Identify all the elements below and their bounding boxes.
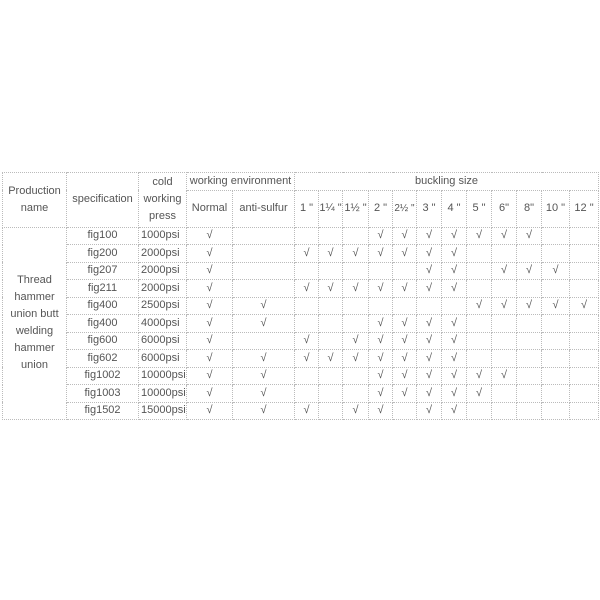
empty-cell (492, 385, 517, 403)
check-mark-cell: √ (417, 262, 442, 280)
empty-cell (467, 315, 492, 333)
empty-cell (492, 245, 517, 263)
check-mark-cell: √ (369, 332, 393, 350)
table-row (3, 245, 599, 263)
check-mark-cell: √ (467, 227, 492, 245)
specification-table (2, 172, 599, 420)
check-mark-cell: √ (187, 402, 233, 420)
empty-cell (319, 332, 343, 350)
empty-cell (542, 350, 570, 368)
empty-cell (369, 297, 393, 315)
empty-cell (570, 385, 599, 403)
empty-cell (517, 245, 542, 263)
press-cell: 2000psi (139, 280, 187, 298)
table-row (3, 402, 599, 420)
press-cell: 2500psi (139, 297, 187, 315)
empty-cell (542, 315, 570, 333)
empty-cell (467, 280, 492, 298)
empty-cell (319, 315, 343, 333)
check-mark-cell: √ (187, 385, 233, 403)
check-mark-cell: √ (492, 262, 517, 280)
check-mark-cell: √ (393, 280, 417, 298)
header-size: 1½ " (343, 190, 369, 227)
empty-cell (295, 227, 319, 245)
empty-cell (393, 402, 417, 420)
header-working-environment: working environment (187, 173, 295, 191)
check-mark-cell: √ (417, 402, 442, 420)
check-mark-cell: √ (393, 227, 417, 245)
empty-cell (517, 385, 542, 403)
empty-cell (442, 297, 467, 315)
check-mark-cell: √ (187, 262, 233, 280)
empty-cell (517, 367, 542, 385)
empty-cell (570, 315, 599, 333)
empty-cell (517, 332, 542, 350)
check-mark-cell: √ (492, 367, 517, 385)
check-mark-cell: √ (319, 245, 343, 263)
press-cell: 10000psi (139, 385, 187, 403)
empty-cell (295, 315, 319, 333)
check-mark-cell: √ (343, 280, 369, 298)
empty-cell (319, 402, 343, 420)
empty-cell (542, 227, 570, 245)
specification-cell: fig100 (67, 227, 139, 245)
empty-cell (517, 402, 542, 420)
check-mark-cell: √ (393, 367, 417, 385)
press-cell: 2000psi (139, 262, 187, 280)
check-mark-cell: √ (369, 280, 393, 298)
header-buckling-size: buckling size (295, 173, 599, 191)
table-row (3, 227, 599, 245)
check-mark-cell: √ (369, 350, 393, 368)
check-mark-cell: √ (492, 297, 517, 315)
empty-cell (517, 315, 542, 333)
empty-cell (343, 367, 369, 385)
empty-cell (467, 402, 492, 420)
empty-cell (393, 262, 417, 280)
check-mark-cell: √ (295, 332, 319, 350)
check-mark-cell: √ (369, 385, 393, 403)
check-mark-cell: √ (233, 297, 295, 315)
check-mark-cell: √ (187, 227, 233, 245)
check-mark-cell: √ (442, 402, 467, 420)
check-mark-cell: √ (369, 315, 393, 333)
empty-cell (295, 297, 319, 315)
check-mark-cell: √ (467, 385, 492, 403)
empty-cell (343, 227, 369, 245)
table-row (3, 315, 599, 333)
check-mark-cell: √ (417, 227, 442, 245)
header-size: 2½ " (393, 190, 417, 227)
press-cell: 1000psi (139, 227, 187, 245)
empty-cell (542, 367, 570, 385)
specification-cell: fig200 (67, 245, 139, 263)
check-mark-cell: √ (295, 402, 319, 420)
check-mark-cell: √ (417, 332, 442, 350)
empty-cell (570, 332, 599, 350)
empty-cell (492, 332, 517, 350)
check-mark-cell: √ (492, 227, 517, 245)
table-row (3, 280, 599, 298)
header-size: 12 " (570, 190, 599, 227)
specification-cell: fig207 (67, 262, 139, 280)
empty-cell (542, 402, 570, 420)
check-mark-cell: √ (343, 332, 369, 350)
header-anti-sulfur: anti-sulfur (233, 190, 295, 227)
check-mark-cell: √ (442, 332, 467, 350)
empty-cell (570, 245, 599, 263)
press-cell: 6000psi (139, 332, 187, 350)
empty-cell (467, 245, 492, 263)
empty-cell (517, 350, 542, 368)
empty-cell (343, 315, 369, 333)
empty-cell (542, 332, 570, 350)
empty-cell (319, 385, 343, 403)
empty-cell (542, 280, 570, 298)
check-mark-cell: √ (295, 350, 319, 368)
table-row (3, 350, 599, 368)
empty-cell (570, 402, 599, 420)
empty-cell (233, 227, 295, 245)
production-name-cell: Thread hammer union butt welding hammer union (3, 227, 67, 420)
empty-cell (517, 280, 542, 298)
header-size: 1 " (295, 190, 319, 227)
empty-cell (417, 297, 442, 315)
empty-cell (343, 385, 369, 403)
check-mark-cell: √ (343, 402, 369, 420)
check-mark-cell: √ (233, 315, 295, 333)
header-size: 5 " (467, 190, 492, 227)
header-size: 4 " (442, 190, 467, 227)
check-mark-cell: √ (442, 262, 467, 280)
specification-cell: fig400 (67, 297, 139, 315)
check-mark-cell: √ (442, 350, 467, 368)
press-cell: 6000psi (139, 350, 187, 368)
check-mark-cell: √ (393, 385, 417, 403)
empty-cell (542, 245, 570, 263)
empty-cell (343, 297, 369, 315)
check-mark-cell: √ (187, 367, 233, 385)
check-mark-cell: √ (233, 367, 295, 385)
check-mark-cell: √ (369, 245, 393, 263)
empty-cell (295, 367, 319, 385)
empty-cell (542, 385, 570, 403)
empty-cell (319, 367, 343, 385)
empty-cell (233, 280, 295, 298)
header-cold-working-press: cold working press (139, 173, 187, 228)
check-mark-cell: √ (417, 350, 442, 368)
check-mark-cell: √ (467, 367, 492, 385)
check-mark-cell: √ (343, 245, 369, 263)
check-mark-cell: √ (517, 297, 542, 315)
check-mark-cell: √ (417, 315, 442, 333)
empty-cell (570, 367, 599, 385)
header-size: 8" (517, 190, 542, 227)
press-cell: 10000psi (139, 367, 187, 385)
check-mark-cell: √ (295, 245, 319, 263)
check-mark-cell: √ (442, 245, 467, 263)
empty-cell (467, 350, 492, 368)
check-mark-cell: √ (233, 402, 295, 420)
check-mark-cell: √ (517, 262, 542, 280)
specification-cell: fig211 (67, 280, 139, 298)
check-mark-cell: √ (393, 350, 417, 368)
table-row (3, 262, 599, 280)
table-row (3, 332, 599, 350)
check-mark-cell: √ (343, 350, 369, 368)
check-mark-cell: √ (442, 280, 467, 298)
check-mark-cell: √ (417, 367, 442, 385)
empty-cell (492, 280, 517, 298)
check-mark-cell: √ (233, 350, 295, 368)
check-mark-cell: √ (517, 227, 542, 245)
empty-cell (570, 350, 599, 368)
empty-cell (233, 262, 295, 280)
check-mark-cell: √ (187, 315, 233, 333)
empty-cell (343, 262, 369, 280)
check-mark-cell: √ (187, 245, 233, 263)
check-mark-cell: √ (442, 367, 467, 385)
empty-cell (467, 332, 492, 350)
check-mark-cell: √ (187, 280, 233, 298)
header-size: 6" (492, 190, 517, 227)
check-mark-cell: √ (233, 385, 295, 403)
check-mark-cell: √ (570, 297, 599, 315)
check-mark-cell: √ (319, 350, 343, 368)
empty-cell (570, 227, 599, 245)
header-size: 2 " (369, 190, 393, 227)
empty-cell (369, 262, 393, 280)
check-mark-cell: √ (393, 332, 417, 350)
check-mark-cell: √ (417, 245, 442, 263)
header-normal: Normal (187, 190, 233, 227)
header-production-name: Production name (3, 173, 67, 228)
check-mark-cell: √ (187, 350, 233, 368)
header-specification: specification (67, 173, 139, 228)
check-mark-cell: √ (295, 280, 319, 298)
check-mark-cell: √ (417, 385, 442, 403)
press-cell: 2000psi (139, 245, 187, 263)
specification-cell: fig1003 (67, 385, 139, 403)
empty-cell (492, 402, 517, 420)
header-size: 1¼ " (319, 190, 343, 227)
empty-cell (319, 297, 343, 315)
empty-cell (393, 297, 417, 315)
check-mark-cell: √ (542, 297, 570, 315)
check-mark-cell: √ (393, 315, 417, 333)
check-mark-cell: √ (369, 227, 393, 245)
empty-cell (492, 350, 517, 368)
empty-cell (319, 227, 343, 245)
empty-cell (295, 262, 319, 280)
specification-cell: fig602 (67, 350, 139, 368)
empty-cell (295, 385, 319, 403)
empty-cell (467, 262, 492, 280)
press-cell: 4000psi (139, 315, 187, 333)
table-row (3, 385, 599, 403)
press-cell: 15000psi (139, 402, 187, 420)
empty-cell (570, 280, 599, 298)
empty-cell (492, 315, 517, 333)
check-mark-cell: √ (467, 297, 492, 315)
check-mark-cell: √ (369, 402, 393, 420)
check-mark-cell: √ (417, 280, 442, 298)
header-size: 10 " (542, 190, 570, 227)
table-row (3, 367, 599, 385)
check-mark-cell: √ (542, 262, 570, 280)
check-mark-cell: √ (442, 315, 467, 333)
check-mark-cell: √ (319, 280, 343, 298)
check-mark-cell: √ (442, 227, 467, 245)
check-mark-cell: √ (442, 385, 467, 403)
empty-cell (233, 332, 295, 350)
empty-cell (570, 262, 599, 280)
check-mark-cell: √ (369, 367, 393, 385)
check-mark-cell: √ (393, 245, 417, 263)
check-mark-cell: √ (187, 297, 233, 315)
specification-cell: fig600 (67, 332, 139, 350)
header-size: 3 " (417, 190, 442, 227)
empty-cell (233, 245, 295, 263)
check-mark-cell: √ (187, 332, 233, 350)
table-row (3, 297, 599, 315)
specification-cell: fig1502 (67, 402, 139, 420)
empty-cell (319, 262, 343, 280)
specification-cell: fig400 (67, 315, 139, 333)
specification-cell: fig1002 (67, 367, 139, 385)
